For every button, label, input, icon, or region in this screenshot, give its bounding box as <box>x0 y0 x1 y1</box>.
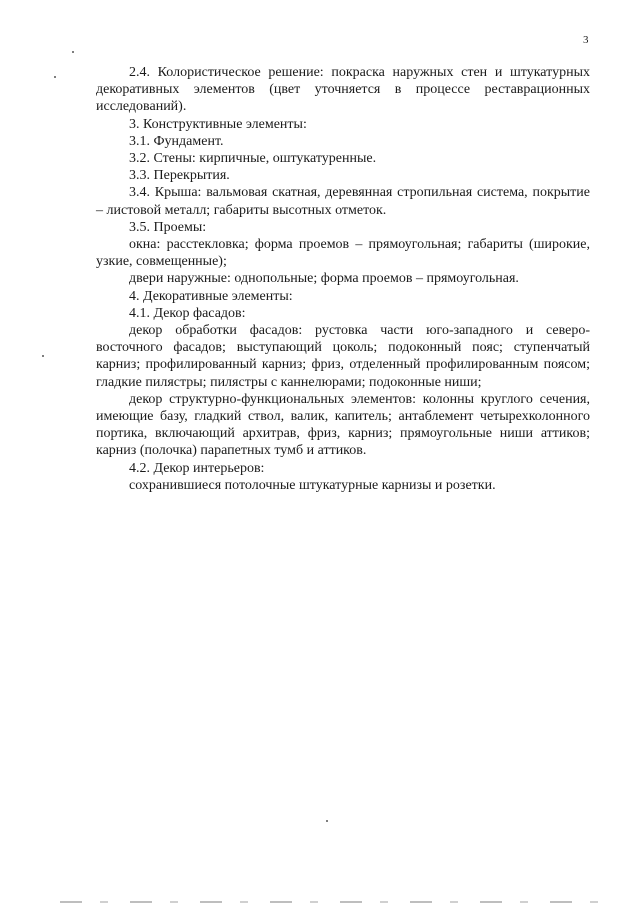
document-body <box>96 64 590 494</box>
paragraph-interior-decor: сохранившиеся потолочные штукатурные карнизы и розетки. <box>129 477 496 493</box>
paragraph-walls: 3.2. Стены: кирпичные, оштукатуренные. <box>129 151 377 167</box>
scan-speck <box>42 355 44 357</box>
paragraph-coloristic-solution: 2.4. Колористическое решение: покраска наружных стен и штукатурных декоративных элементов (цвет уточняется в процессе реставрационных исследований). <box>96 65 590 115</box>
heading-facade-decor: 4.1. Декор фасадов: <box>129 305 246 321</box>
scan-edge-artifact <box>60 901 600 903</box>
paragraph-windows: окна: расстекловка; форма проемов – прямоугольная; габариты (широкие, узкие, совмещенные); <box>96 237 590 270</box>
heading-interior-decor: 4.2. Декор интерьеров: <box>129 460 265 476</box>
paragraph-floors: 3.3. Перекрытия. <box>129 168 230 184</box>
scan-speck <box>54 76 56 78</box>
scan-speck <box>326 820 328 822</box>
heading-decorative-elements: 4. Декоративные элементы: <box>129 288 293 304</box>
page-number: 3 <box>583 34 589 46</box>
paragraph-roof: 3.4. Крыша: вальмовая скатная, деревянная стропильная система, покрытие – листовой металл; габариты высотных отметок. <box>96 185 590 218</box>
paragraph-exterior-doors: двери наружные: однопольные; форма проемов – прямоугольная. <box>129 271 519 287</box>
paragraph-structural-functional-decor: декор структурно-функциональных элементов: колонны круглого сечения, имеющие базу, гладкий ствол, валик, капитель; антаблемент четырехколонного портика, включающий архитрав, фриз, карниз; прямоугольные ниши аттиков; карниз (полочка) парапетных тумб и аттиков. <box>96 391 590 459</box>
paragraph-foundation: 3.1. Фундамент. <box>129 133 224 149</box>
heading-structural-elements: 3. Конструктивные элементы: <box>129 116 307 132</box>
scan-speck <box>72 51 74 53</box>
paragraph-facade-finishing-decor: декор обработки фасадов: рустовка части юго-западного и северо-восточного фасадов; выступающий цоколь; подоконный пояс; ступенчатый карниз; профилированный карниз; фриз, отделенный профилированным поясом; гладкие пилястры; пилястры с каннелюрами; подоконные ниши; <box>96 323 590 390</box>
heading-openings: 3.5. Проемы: <box>129 219 207 235</box>
